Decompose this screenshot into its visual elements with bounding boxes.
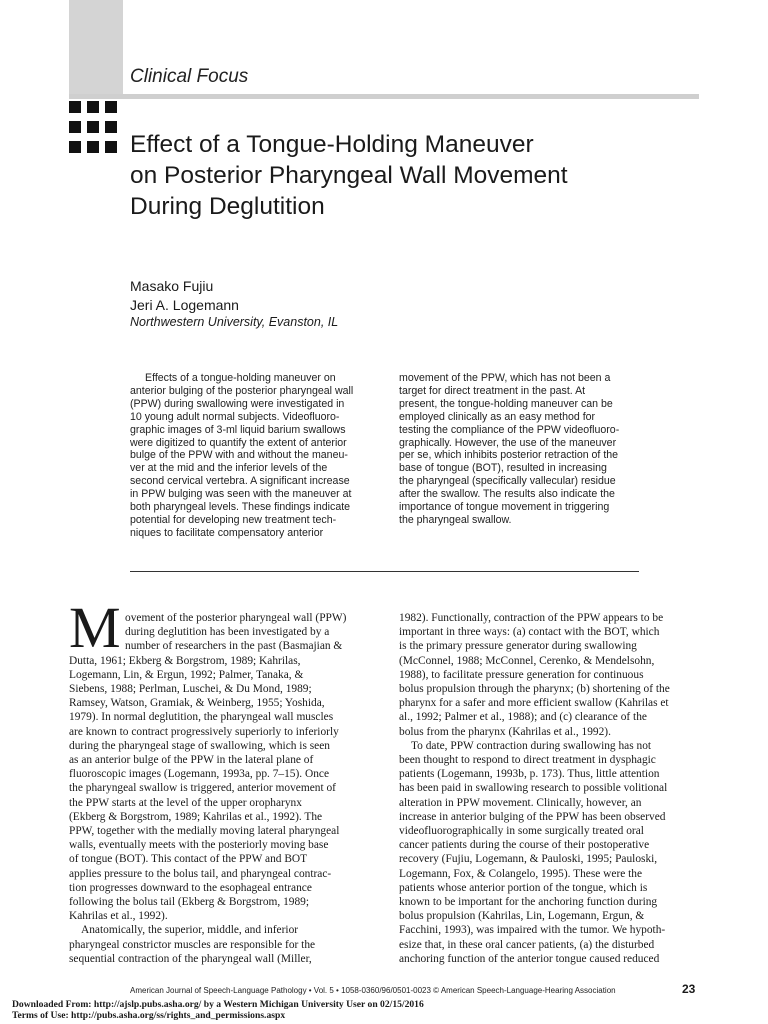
abstract-line: graphic images of 3-ml liquid barium swallows — [130, 423, 346, 436]
body-line: (Ekberg & Borgstrom, 1989; Kahrilas et al., 1992). The — [69, 810, 323, 823]
title-line: on Posterior Pharyngeal Wall Movement — [130, 162, 568, 189]
body-line: To date, PPW contraction during swallowing has not — [411, 739, 652, 752]
header-rule — [69, 94, 699, 99]
body-line: the pharyngeal swallow is triggered, anterior movement of — [69, 782, 336, 795]
abstract-line: movement of the PPW, which has not been a — [399, 372, 611, 384]
body-right-column — [399, 611, 699, 966]
abstract-line: base of tongue (BOT), resulted in increasing — [399, 462, 607, 475]
abstract-line: Effects of a tongue-holding maneuver on — [145, 372, 336, 384]
abstract-divider — [130, 571, 639, 572]
body-line: increase in anterior bulging of the PPW has been observed — [399, 810, 666, 823]
journal-footer: American Journal of Speech-Language Pathology • Vol. 5 • 1058-0360/96/0501-0023 © American Speech-Language-Hearing Association — [130, 986, 616, 995]
abstract-line: testing the compliance of the PPW videofluoro- — [399, 423, 620, 436]
body-line: videofluorographically in some surgically treated oral — [399, 825, 644, 838]
abstract-line: bulge of the PPW with and without the maneu- — [130, 449, 348, 462]
body-line: walls, eventually meets with the posteriorly moving base — [69, 839, 329, 852]
body-line: tion progresses downward to the esophageal entrance — [69, 881, 312, 894]
body-line: has been paid in swallowing research to possible volitional — [399, 782, 668, 795]
body-line: been thought to respond to direct treatment in dysphagic — [399, 754, 656, 767]
abstract-line: were digitized to quantify the extent of anterior — [130, 436, 347, 449]
abstract-line: after the swallow. The results also indicate the — [399, 488, 615, 501]
abstract-line: per se, which inhibits posterior retraction of the — [399, 449, 619, 462]
author-name: Jeri A. Logemann — [130, 297, 239, 313]
abstract-line: employed clinically as an easy method for — [399, 410, 596, 423]
abstract-line: the pharyngeal swallow. — [399, 513, 512, 526]
abstract-line: ver at the mid and the inferior levels of the — [130, 462, 328, 475]
body-line: number of researchers in the past (Basmajian & — [125, 640, 343, 653]
body-line: as an anterior bulge of the PPW in the lateral plane of — [69, 754, 314, 767]
body-line: Facchini, 1993), was impaired with the tumor. We hypoth- — [399, 924, 666, 937]
abstract-line: second cervical vertebra. A significant increase — [130, 475, 350, 488]
drop-cap: M — [69, 595, 121, 660]
body-left-column — [69, 611, 369, 966]
abstract-line: 10 young adult normal subjects. Videofluoro- — [130, 410, 340, 423]
body-line: patients (Logemann, 1993b, p. 173). Thus, little attention — [399, 768, 660, 781]
title-line: During Deglutition — [130, 193, 325, 220]
decorative-squares-icon — [69, 101, 125, 161]
body-line: Siebens, 1988; Perlman, Luschei, & Du Mond, 1989; — [69, 683, 312, 696]
terms-line: Terms of Use: http://pubs.asha.org/ss/rights_and_permissions.aspx — [12, 1010, 286, 1021]
body-line: 1979). In normal deglutition, the pharyngeal wall muscles — [69, 711, 334, 724]
body-line: fluoroscopic images (Logemann, 1993a, pp. 7–15). Once — [69, 768, 330, 781]
body-line: are known to contract progressively superiorly to inferiorly — [69, 725, 339, 738]
body-line: pharynx for a safer and more efficient swallow (Kahrilas et — [399, 697, 669, 710]
body-line: cancer patients during the course of their postoperative — [399, 839, 650, 852]
author-list — [130, 277, 239, 315]
abstract-line: target for direct treatment in the past. At — [399, 384, 586, 397]
body-line: Kahrilas et al., 1992). — [69, 910, 168, 923]
abstract-line: potential for developing new treatment tech- — [130, 513, 337, 526]
body-line: bolus propulsion through the pharynx; (b) shortening of the — [399, 683, 670, 696]
body-line: important in three ways: (a) contact with the BOT, which — [399, 626, 660, 639]
download-notice — [12, 999, 424, 1021]
section-label: Clinical Focus — [130, 66, 249, 87]
abstract-line: both pharyngeal levels. These findings indicate — [130, 501, 351, 514]
body-line: 1988), to facilitate pressure generation for continuous — [399, 668, 644, 681]
download-line: Downloaded From: http://ajslp.pubs.asha.org/ by a Western Michigan University User on 02/15/2016 — [12, 999, 424, 1010]
body-line: al., 1992; Palmer et al., 1988); and (c) clearance of the — [399, 711, 647, 724]
abstract-line: (PPW) during swallowing were investigated in — [130, 397, 345, 410]
body-line: (McConnel, 1988; McConnel, Cerenko, & Mendelsohn, — [399, 654, 655, 667]
body-line: of tongue (BOT). This contact of the PPW and BOT — [69, 853, 308, 866]
header-gray-bar — [69, 0, 123, 97]
body-line: pharyngeal constrictor muscles are responsible for the — [69, 938, 316, 951]
body-line: PPW, together with the medially moving lateral pharyngeal — [69, 825, 340, 838]
article-title — [130, 129, 710, 222]
body-line: the PPW starts at the level of the upper oropharynx — [69, 796, 302, 809]
body-line: following the bolus tail (Ekberg & Borgstrom, 1989; — [69, 896, 310, 909]
body-line: during the pharyngeal stage of swallowing, which is seen — [69, 739, 330, 752]
abstract-left-column — [130, 372, 378, 540]
abstract-line: anterior bulging of the posterior pharyngeal wall — [130, 384, 354, 397]
body-line: Logemann, Fox, & Colangelo, 1995). These were the — [399, 867, 643, 880]
abstract-line: present, the tongue-holding maneuver can be — [399, 397, 613, 410]
title-line: Effect of a Tongue-Holding Maneuver — [130, 131, 534, 158]
page-number: 23 — [682, 982, 696, 996]
body-line: recovery (Fujiu, Logemann, & Pauloski, 1995; Pauloski, — [399, 853, 658, 866]
author-affiliation: Northwestern University, Evanston, IL — [130, 315, 339, 329]
abstract-right-column — [399, 372, 644, 527]
body-line: anchoring function of the anterior tongue caused reduced — [399, 952, 660, 965]
body-line: applies pressure to the bolus tail, and pharyngeal contrac- — [69, 867, 332, 880]
body-line: Ramsey, Watson, Gramiak, & Weinberg, 1955; Yoshida, — [69, 697, 325, 710]
body-line: esize that, in these oral cancer patients, (a) the disturbed — [399, 938, 655, 951]
abstract-line: niques to facilitate compensatory anterior — [130, 526, 324, 539]
body-line: known to be important for the anchoring function during — [399, 896, 658, 909]
body-line: is the primary pressure generator during swallowing — [399, 640, 637, 653]
body-line: 1982). Functionally, contraction of the PPW appears to be — [399, 612, 664, 624]
author-name: Masako Fujiu — [130, 278, 214, 294]
body-line: bolus propulsion (Kahrilas, Lin, Logemann, Ergun, & — [399, 910, 645, 923]
body-line: Dutta, 1961; Ekberg & Borgstrom, 1989; Kahrilas, — [69, 654, 301, 667]
body-line: Logemann, Lin, & Ergun, 1992; Palmer, Tanaka, & — [69, 668, 304, 681]
body-line: bolus from the pharynx (Kahrilas et al., 1992). — [399, 725, 611, 738]
abstract-line: in PPW bulging was seen with the maneuver at — [130, 488, 352, 501]
abstract-line: the pharyngeal (specifically vallecular) residue — [399, 475, 616, 488]
body-line: patients whose anterior portion of the tongue, which is — [399, 881, 648, 894]
body-line: alteration in PPW movement. Clinically, however, an — [399, 796, 642, 809]
abstract-line: importance of tongue movement in triggering — [399, 501, 610, 514]
abstract-line: graphically. However, the use of the maneuver — [399, 436, 617, 449]
body-line: ovement of the posterior pharyngeal wall (PPW) — [125, 612, 347, 624]
body-line: sequential contraction of the pharyngeal wall (Miller, — [69, 952, 312, 965]
body-line: during deglutition has been investigated by a — [125, 626, 330, 639]
body-line: Anatomically, the superior, middle, and inferior — [81, 924, 299, 937]
